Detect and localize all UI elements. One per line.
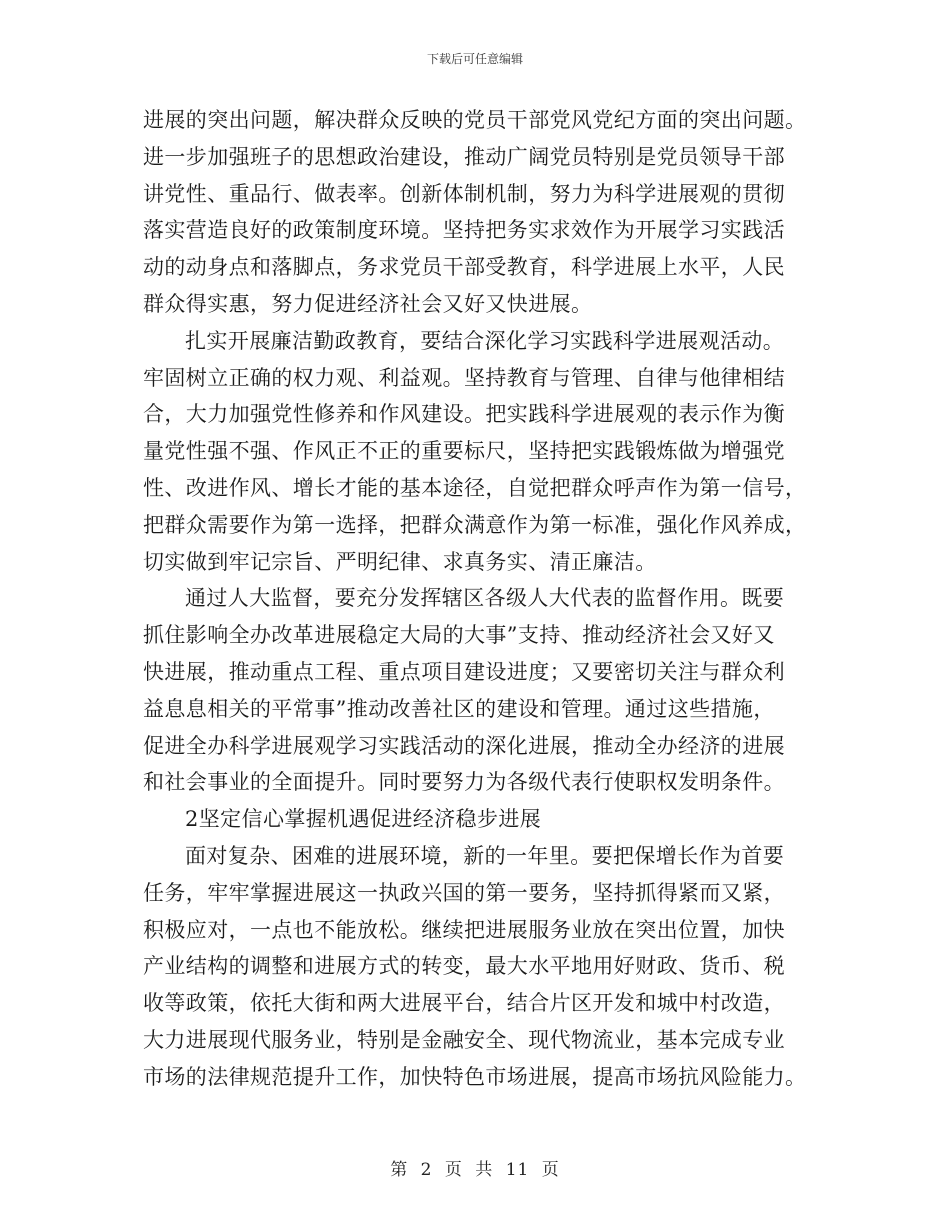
footer-total-label: 共 [475, 1160, 494, 1180]
text-line: 大力进展现代服务业，特别是金融安全、现代物流业，基本完成专业 [143, 1027, 785, 1052]
text-line: 面对复杂、困难的进展环境，新的一年里。要把保增长作为首要 [185, 843, 785, 868]
text-line: 益息息相关的平常事”推动改善社区的建设和管理。通过这些措施， [143, 696, 775, 721]
text-line: 积极应对，一点也不能放松。继续把进展服务业放在突出位置，加快 [143, 917, 785, 942]
text-line: 把群众需要作为第一选择，把群众满意作为第一标准，强化作风养成， [143, 512, 807, 537]
text-line: 合，大力加强党性修养和作风建设。把实践科学进展观的表示作为衡 [143, 402, 785, 427]
footer-page-number: 2 [420, 1160, 433, 1180]
footer-prefix: 第 [390, 1160, 409, 1180]
text-line: 群众得实惠，努力促进经济社会又好又快进展。 [143, 291, 593, 316]
paragraph [143, 801, 815, 838]
text-line: 进一步加强班子的思想政治建设，推动广阔党员特别是党员领导干部 [143, 144, 785, 169]
paragraph [143, 838, 815, 1096]
paragraph [143, 580, 815, 801]
text-line: 讲党性、重品行、做表率。创新体制机制，努力为科学进展观的贯彻 [143, 181, 785, 206]
text-line: 量党性强不强、作风正不正的重要标尺，坚持把实践锻炼做为增强党 [143, 439, 785, 464]
text-line: 扎实开展廉洁勤政教育，要结合深化学习实践科学进展观活动。 [185, 328, 785, 353]
text-line: 落实营造良好的政策制度环境。坚持把务实求效作为开展学习实践活 [143, 218, 785, 243]
footer-page-label: 页 [444, 1160, 463, 1180]
text-line: 促进全办科学进展观学习实践活动的深化进展，推动全办经济的进展 [143, 733, 785, 758]
footer-total-pages: 11 [505, 1160, 530, 1180]
text-line: 切实做到牢记宗旨、严明纪律、求真务实、清正廉洁。 [143, 549, 657, 574]
text-line: 性、改进作风、增长才能的基本途径，自觉把群众呼声作为第一信号， [143, 475, 807, 500]
text-line: 任务，牢牢掌握进展这一执政兴国的第一要务，坚持抓得紧而又紧， [143, 880, 785, 905]
text-line: 牢固树立正确的权力观、利益观。坚持教育与管理、自律与他律相结 [143, 365, 785, 390]
text-line: 动的动身点和落脚点，务求党员干部受教育，科学进展上水平，人民 [143, 255, 785, 280]
text-line: 快进展，推动重点工程、重点项目建设进度；又要密切关注与群众利 [143, 659, 785, 684]
text-line: 抓住影响全办改革进展稳定大局的大事”支持、推动经济社会又好又 [143, 623, 775, 648]
text-line: 收等政策，依托大街和两大进展平台，结合片区开发和城中村改造， [143, 991, 785, 1016]
text-line: 和社会事业的全面提升。同时要努力为各级代表行使职权发明条件。 [143, 770, 785, 795]
text-line: 产业结构的调整和进展方式的转变，最大水平地用好财政、货币、税 [143, 954, 785, 979]
text-line: 市场的法律规范提升工作，加快特色市场进展，提高市场抗风险能力。 [143, 1064, 807, 1089]
footer-suffix: 页 [541, 1160, 560, 1180]
page-footer [0, 1155, 950, 1180]
document-body [143, 102, 815, 1096]
paragraph [143, 323, 815, 581]
text-line: 通过人大监督，要充分发挥辖区各级人大代表的监督作用。既要 [185, 586, 785, 611]
text-line: 进展的突出问题，解决群众反映的党员干部党风党纪方面的突出问题。 [143, 108, 807, 132]
text-line: 2坚定信心掌握机遇促进经济稳步进展 [185, 807, 542, 832]
page-header: 下载后可任意编辑 [426, 52, 523, 66]
paragraph [143, 102, 815, 323]
